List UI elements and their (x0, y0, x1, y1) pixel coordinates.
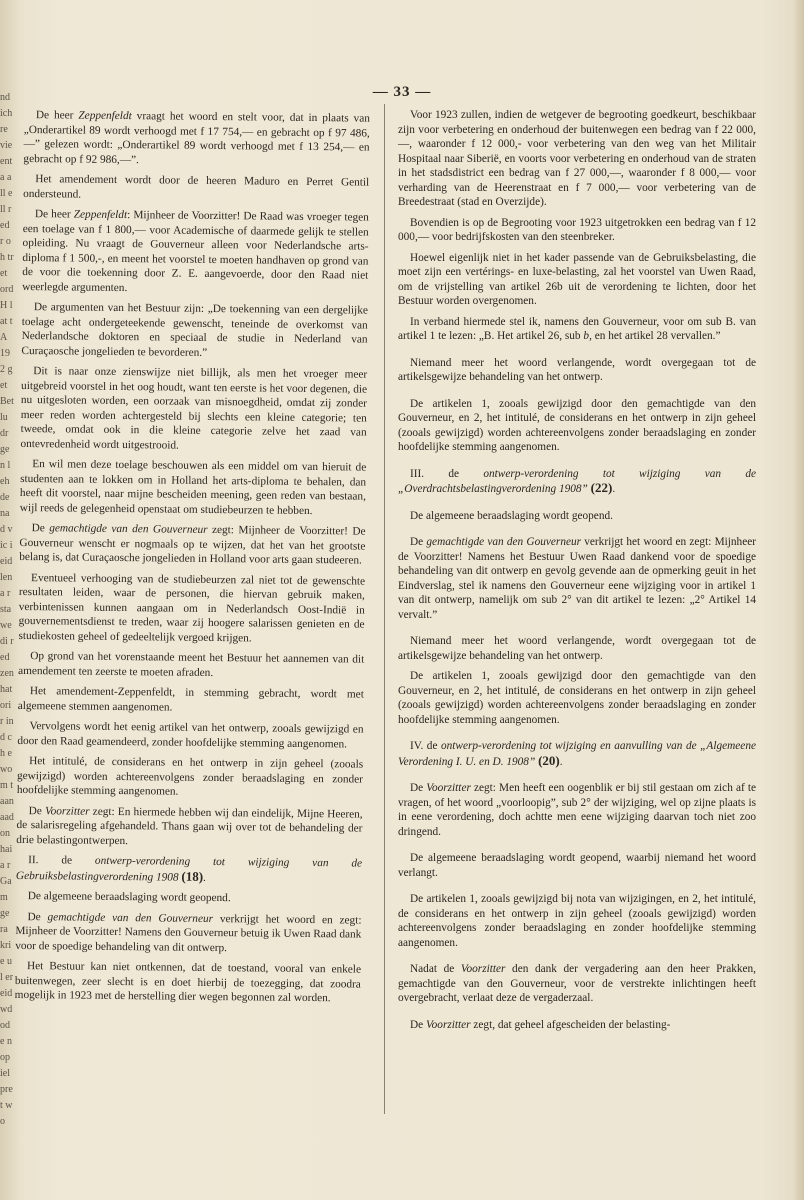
page-number: — 33 — (372, 84, 432, 100)
text-run: De (410, 782, 427, 794)
paragraph (21, 300, 368, 362)
text-run: den dank der vergadering aan den heer Prakken, gemachtigde van den Gouverneur, voor de verstrekte inlichtingen heeft overgebracht, verlaat deze de vergaderzaal. (398, 963, 756, 1004)
text-run: Eventueel verhooging van de studiebeurzen zal niet tot de gewenschte resultaten leiden, waar de personen, die hiervan gebruik maken, verbintenissen kunnen aangaan om in Nederlandsch Oost-Indië in gouvernementsdienst te treden, waar zij hoogere salarissen genieten en de studiekosten geheel of gedeeltelijk vergoed krijgen. (18, 571, 366, 644)
paragraph (23, 172, 369, 205)
right-column (398, 108, 756, 1038)
italic-text: gemachtigde van den Gouverneur (49, 522, 208, 536)
text-run: De argumenten van het Bestuur zijn: „De toekenning van een dergelijke toelage acht ondergeteekende gewenscht, teneinde de overkomst van Nederlandsche doktoren en speciaal de studie in Nederland van Curaçaosche jongelieden te bevorderen.” (21, 301, 368, 359)
paragraph (18, 684, 364, 717)
paragraph (16, 889, 362, 907)
document-number: (22) (590, 480, 613, 495)
text-run: zegt, dat geheel afgescheiden der belasting- (470, 1018, 671, 1031)
paragraph (398, 851, 756, 880)
paragraph (398, 315, 756, 344)
paragraph (398, 634, 756, 663)
text-run: , en het artikel 28 vervallen.” (589, 330, 721, 342)
italic-text: Zeppenfeldt (78, 109, 132, 123)
paragraph (16, 803, 362, 850)
text-run: . (612, 483, 616, 495)
text-run: De artikelen 1, zooals gewijzigd door den gemachtigde van den Gouverneur, en 2, het intitulé, de considerans en het ontwerp in zijn geheel (zooals gewijzigd) worden achtereenvolgens zonder beraadslaging en zonder hoofdelijke stemming aangenomen. (398, 397, 756, 453)
text-run: verkrijgt het woord en zegt: Mijnheer de Voorzitter! Namens den Gouverneur betuig ik Uwen Raad dank voor de spoedige behandeling van dit ontwerp. (15, 912, 362, 954)
paragraph (17, 719, 363, 752)
paragraph (398, 509, 756, 524)
paragraph (398, 251, 756, 309)
paragraph (398, 962, 756, 1006)
paragraph (398, 467, 756, 497)
text-run: De (31, 522, 50, 535)
text-run: De heer (34, 208, 74, 221)
italic-text: ontwerp-verordening tot wijziging van de Gebruiksbelastingverordening 1908 (15, 854, 363, 884)
italic-text: Voorzitter (426, 782, 471, 794)
paragraph (398, 108, 756, 210)
text-run: III. de (410, 467, 484, 480)
italic-text: ontwerp-verordening tot wijziging en aanvulling van de „Algemeene Verordening I. U. en D. 1908” (398, 740, 756, 768)
text-run: . (559, 755, 563, 768)
paragraph (15, 959, 361, 1006)
text-run: Hoewel eigenlijk niet in het kader passende van de Gebruiksbelasting, die moet zijn een vertérings- en luxe-belasting, zal het voorstel van Uwen Raad, om de vrijstelling van artikel 26b uit de verordening te lichten, door het Bestuur worden overgenomen. (398, 251, 756, 307)
paragraph (398, 535, 756, 622)
text-run: De (410, 536, 427, 548)
paragraph (23, 108, 370, 170)
text-run: Het amendement-Zeppenfeldt, in stemming gebracht, wordt met algemeene stemmen aangenomen. (17, 685, 364, 714)
text-run: Vervolgens wordt het eenig artikel van het ontwerp, zooals gewijzigd en door den Raad geamendeerd, zonder hoofdelijke stemming aangenomen. (17, 720, 364, 750)
text-run: De (27, 910, 48, 923)
text-run: Nadat de (410, 963, 461, 975)
text-run: Bovendien is op de Begrooting voor 1923 uitgetrokken een bedrag van f 12 000,— voor bedrijfskosten van den steenbreker. (398, 216, 756, 243)
italic-text: Voorzitter (44, 804, 90, 818)
text-run: Dit is naar onze zienswijze niet billijk, als men het vroeger meer uitgebreid voorstel in het oog houdt, want ten eerste is het voor degenen, die nu uitgesloten worden, een oorzaak van misnoegdheid, omdat zij zonder meer reden worden achtergesteld bij slechts een kleine categorie; ten tweede, omdat ook in die kleine categorie zelve het zaad van ontevredenheid wordt uitgestrooid. (20, 365, 368, 452)
paragraph (18, 570, 365, 646)
italic-text: Voorzitter (426, 1018, 471, 1031)
italic-text: Voorzitter (460, 963, 506, 975)
italic-text: ontwerp-verordening tot wijziging van de „Overdrachtsbelastingverordening 1908” (398, 467, 757, 495)
binding-gutter-text: nd ich re vie ent a all ell red r o h tr et ord H lat t A 192 get Bet lu dr gen leh de nad vic ieid len a r sta we di red zen hat ori r ind ch e wo m t aan aad on hai a r Ga m ge ra kri e u l er eid wd ode n op iel pre t wo (0, 92, 14, 1127)
text-run: zegt: Mijnheer de Voorzitter! De Gouverneur wenscht er nogmaals op te wijzen, dat het van het grootste belang is, dat Curaçaosche jongelieden in Holland voor arts gaan studeeren. (19, 523, 366, 567)
text-run: De (410, 1018, 426, 1031)
document-number: (20) (538, 752, 560, 768)
text-run: Voor 1923 zullen, indien de wetgever de begrooting goedkeurt, beschikbaar zijn voor verbetering en onderhoud der buitenwegen een bedrag van f 22 000,—, waaronder f 12 000,- voor verbetering van den weg van het Militair Hospitaal naar Siberië, en voorts voor verbetering en onderhoud van de straten in het stadsdistrict een bedrag van f 27 000,—, waaronder f 8 000,— voor verharding van de Heerenstraat en f 7 000,— voor verbetering van de Breedestraat (stad en Overzijde). (398, 109, 756, 208)
paragraph (19, 521, 365, 568)
page-edge-shadow (794, 0, 804, 1200)
paragraph (20, 457, 367, 519)
paragraph (398, 739, 756, 769)
text-run: De artikelen 1, zooals gewijzigd bij nota van wijzigingen, en 2, het intitulé, de considerans en het ontwerp in zijn geheel (zooals gewijzigd) worden achtereenvolgens zonder beraadslaging en zonder hoofdelijke stemming aangenomen. (398, 893, 756, 949)
paragraph (398, 356, 756, 385)
text-run: De (28, 804, 46, 817)
text-run: vraagt het woord en stelt voor, dat in plaats van „Onderartikel 89 wordt verhoogd met f 17 754,— en gebracht op f 97 486,—” gelezen wordt: „Onderartikel 89 wordt verhoogd met f 13 254,— en gebracht op f 92 986,—”. (23, 110, 370, 166)
italic-text: gemachtigde van den Gouverneur (426, 536, 582, 548)
text-run: In verband hiermede stel ik, namens den Gouverneur, voor om sub B. van artikel 1 te lezen: „B. Het artikel 26, sub (398, 315, 756, 342)
paragraph (18, 649, 364, 682)
text-run: verkrijgt het woord en zegt: Mijnheer de Voorzitter! Namens het Bestuur Uwen Raad dankend voor de spoedige behandeling van dit ontwerp en gevolg gevende aan de opmerking geuit in het Eindverslag, stel ik namens den Gouverneur eene wijziging voor in artikel 1 van dit ontwerp, namelijk om sub 2° van dit artikel te lezen: „2° Artikel 14 vervalt.” (398, 536, 756, 621)
paragraph (17, 754, 363, 801)
paragraph (398, 1018, 756, 1033)
italic-text: Zeppenfeldt (73, 208, 128, 222)
paragraph (398, 669, 756, 727)
text-run: IV. de (410, 740, 441, 752)
text-run: II. de (28, 854, 96, 867)
paragraph (16, 853, 362, 887)
text-run: Niemand meer het woord verlangende, wordt overgegaan tot de artikelsgewijze behandeling van het ontwerp. (398, 356, 756, 383)
text-run: Het intitulé, de considerans en het ontwerp in zijn geheel (zooals gewijzigd) worden achtereenvolgens zonder beraadslaging en zonder hoofdelijke stemming aangenomen. (16, 755, 364, 798)
text-run: Niemand meer het woord verlangende, wordt overgegaan tot de artikelsgewijze behandeling van het ontwerp. (398, 635, 756, 662)
text-run: De artikelen 1, zooals gewijzigd door den gemachtigde van den Gouverneur, en 2, het intitulé, de considerans en het ontwerp in zijn geheel (zooals gewijzigd) worden achtereenvolgens zonder beraadslaging en zonder hoofdelijke stemming aangenomen. (398, 670, 756, 726)
paragraph (20, 364, 367, 455)
text-run: : Mijnheer de Voorzitter! De Raad was vroeger tegen een toelage van f 1 800,— voor Academische of daarmede gelijk te stellen opleiding. Nu vraagt de Gouverneur alleen voor Nederlandsche arts-diploma f 1 500,-, en meent het voorstel te moeten handhaven op grond van de voor die toekenning door Z. E. aangevoerde, door den Raad niet weerlegde argumenten. (22, 209, 369, 294)
text-run: zegt: Men heeft een oogenblik er bij stil gestaan om zich af te vragen, of het woord „voorloopig”, sub 2° der wijziging, wel op zijne plaats is in eene verordening, doch achtte men eene wijziging daarvan toch niet zoo dringend. (398, 782, 756, 838)
italic-text: gemachtigde van den Gouverneur (47, 910, 214, 925)
paragraph (15, 909, 361, 956)
left-column (15, 108, 370, 1012)
text-run: De heer (35, 109, 79, 122)
text-run: De algemeene beraadslaging wordt geopend. (410, 509, 613, 522)
text-run: Het amendement wordt door de heeren Maduro en Perret Gentil ondersteund. (23, 173, 370, 201)
paragraph (398, 781, 756, 839)
text-run: De algemeene beraadslaging wordt geopend, waarbij niemand het woord verlangt. (398, 852, 756, 879)
document-number: (18) (181, 868, 204, 884)
text-run: De algemeene beraadslaging wordt geopend. (27, 890, 231, 905)
paragraph (22, 207, 369, 298)
text-run: Op grond van het vorenstaande meent het Bestuur het aannemen van dit amendement ten zeerste te moeten afraden. (18, 650, 365, 679)
text-run: En wil men deze toelage beschouwen als een middel om van hieruit de studenten aan te lokken om in Holland het arts-diploma te behalen, dan heeft dit voorstel, naar mijne bescheiden meening, geen reden van bestaan, wijl reeds de gelegenheid openstaat om studiebeurzen te hebben. (19, 458, 367, 517)
text-run: zegt: En hiermede hebben wij dan eindelijk, Mijne Heeren, de salarisregeling afgehandeld. Thans gaan wij over tot de behandeling der drie belastingontwerpen. (16, 805, 363, 847)
text-run: Het Bestuur kan niet ontkennen, dat de toestand, vooral van enkele buitenwegen, zeer slecht is en doet hierbij de toezegging, dat zoodra mogelijk in 1923 met de herstelling dier wegen begonnen zal worden. (14, 960, 362, 1005)
italic-text: b (583, 330, 590, 342)
paragraph (398, 892, 756, 950)
paragraph (398, 397, 756, 455)
text-run: . (203, 871, 206, 884)
paragraph (398, 216, 756, 245)
column-divider (384, 104, 385, 1114)
